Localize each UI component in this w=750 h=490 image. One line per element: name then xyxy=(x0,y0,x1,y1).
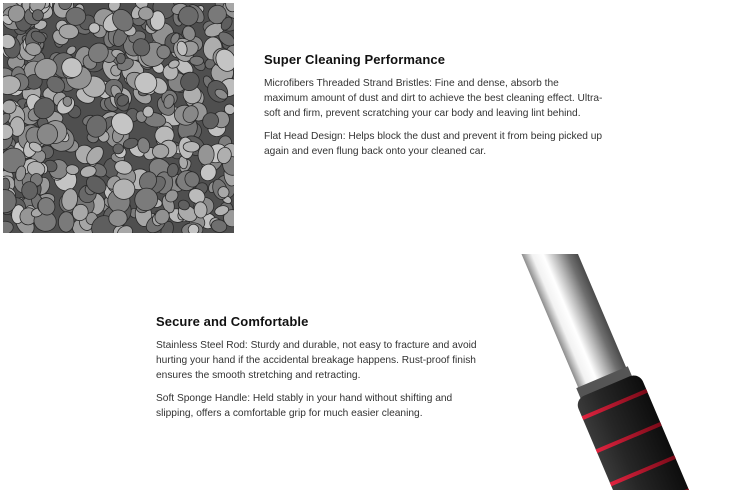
fiber-loop xyxy=(190,56,204,66)
feature-title: Super Cleaning Performance xyxy=(264,52,446,67)
fiber-loop xyxy=(89,23,101,34)
feature-secure-comfortable xyxy=(156,314,491,429)
steel-rod-handle-image xyxy=(516,254,750,490)
fiber-loop xyxy=(113,179,135,200)
fiber-loop xyxy=(22,182,38,200)
fiber-loop xyxy=(66,7,86,26)
fiber-loop xyxy=(183,141,200,152)
feature-paragraph-sponge-handle: Soft Sponge Handle: Held stably in your hand without shifting and slipping, offers a comfortable grip for much easier cleaning. xyxy=(156,393,453,419)
feature-paragraph-flat-head: Flat Head Design: Helps block the dust and prevent it from being picked up again and even flung back onto your cleaned car. xyxy=(264,131,603,157)
feature-paragraph-microfibers: Microfibers Threaded Strand Bristles: Fine and dense, absorb the maximum amount of dust and dirt to achieve the best cleaning effect. Ultra-soft and firm, prevent scratching your car body and leaving lint behind. xyxy=(264,78,603,119)
rod-handle-illustration xyxy=(516,254,750,490)
feature-cleaning-performance xyxy=(264,52,604,167)
microfiber-closeup-image xyxy=(3,3,234,233)
fiber-loop xyxy=(58,211,74,232)
feature-paragraph-steel-rod: Stainless Steel Rod: Sturdy and durable, not easy to fracture and avoid hurting your hand if the accidental breakage happens. Rust-proof finish ensures the smooth stretching and retracting. xyxy=(156,340,477,381)
microfiber-texture xyxy=(3,3,234,233)
feature-title: Secure and Comfortable xyxy=(156,314,309,329)
